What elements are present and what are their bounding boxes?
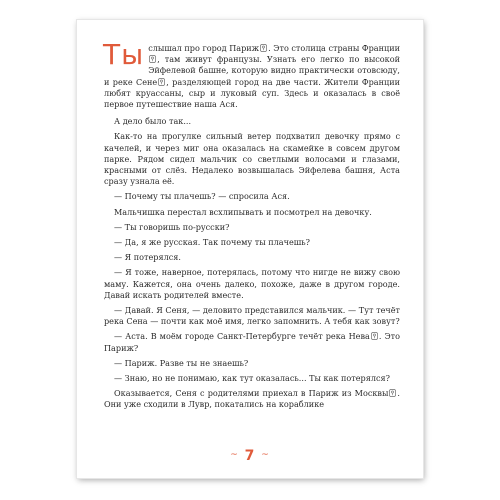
dialogue-part-1: — Аста. В моём городе Санкт-Петербурге течёт река Нева [114,331,370,342]
intro-part-1: слышал про город Париж [148,43,260,53]
page-text [103,38,400,415]
paragraph: Как-то на прогулке сильный ветер подхватил девочку прямо с качелей, и через миг она оказалась на скамейке в совсем другом парке. Рядом сидел мальчик со светлыми волосами и глазами, красными от слёз. Недалеко возвышалась Эйфелева башня, Аста сразу узнала её. [104,131,400,187]
dialogue-line: — Да, я же русская. Так почему ты плачешь? [114,237,311,248]
paragraph-intro [103,38,400,110]
page-number-dash-right: ~ [261,450,270,460]
dialogue-line: — Ты говоришь по-русски? [114,221,230,232]
dialogue-line: — Знаю, но не понимаю, как тут оказалась... Ты как потерялся? [114,373,390,384]
book-page [77,20,423,478]
dialogue-line: — Париж. Разве ты не знаешь? [114,357,249,368]
page-number [77,448,423,464]
intro-part-3: , там живут французы. Узнать его легко по высокой Эйфелевой башне, которую видно практически отовсюду, и реке Сене [104,54,400,87]
dialogue-part-2: . Это Париж? [104,331,400,353]
key-icon [260,44,267,52]
paragraph [104,388,400,410]
key-icon [158,78,165,86]
intro-part-4: , разделяющей город на две части. Жители Франции любят круассаны, сыр и луковый суп. Здесь и оказалась в своё первое путешествие наша Ася. [104,76,400,110]
dialogue-line: — Почему ты плачешь? — спросила Ася. [114,191,290,202]
drop-cap: Ты [103,38,145,71]
paragraph: А дело было так... [114,116,192,127]
dialogue-line [104,331,400,353]
key-icon [371,332,378,340]
page-number-dash-left: ~ [230,450,239,460]
paragraph: Мальчишка перестал всхлипывать и посмотрел на девочку. [114,206,372,217]
dialogue-line: — Я тоже, наверное, потерялась, потому что нигде не вижу свою маму. Кажется, она очень далеко, похоже, даже в другом городе. Давай искать родителей вместе. [104,267,400,300]
dialogue-line: — Давай. Я Сеня, — деловито представился мальчик. — Тут течёт река Сена — почти как моё имя, легко запомнить. А тебя как зовут? [104,305,400,327]
key-icon [149,55,156,63]
page-number-value: 7 [244,448,256,464]
paragraph-part-2: . Они уже сходили в Лувр, покатались на кораблике [104,388,400,410]
key-icon [389,389,396,397]
paragraph-part-1: Оказывается, Сеня с родителями приехал в Париж из Москвы [114,388,389,399]
dialogue-line: — Я потерялся. [114,252,181,263]
intro-part-2: . Это столица страны Франции [268,43,400,53]
